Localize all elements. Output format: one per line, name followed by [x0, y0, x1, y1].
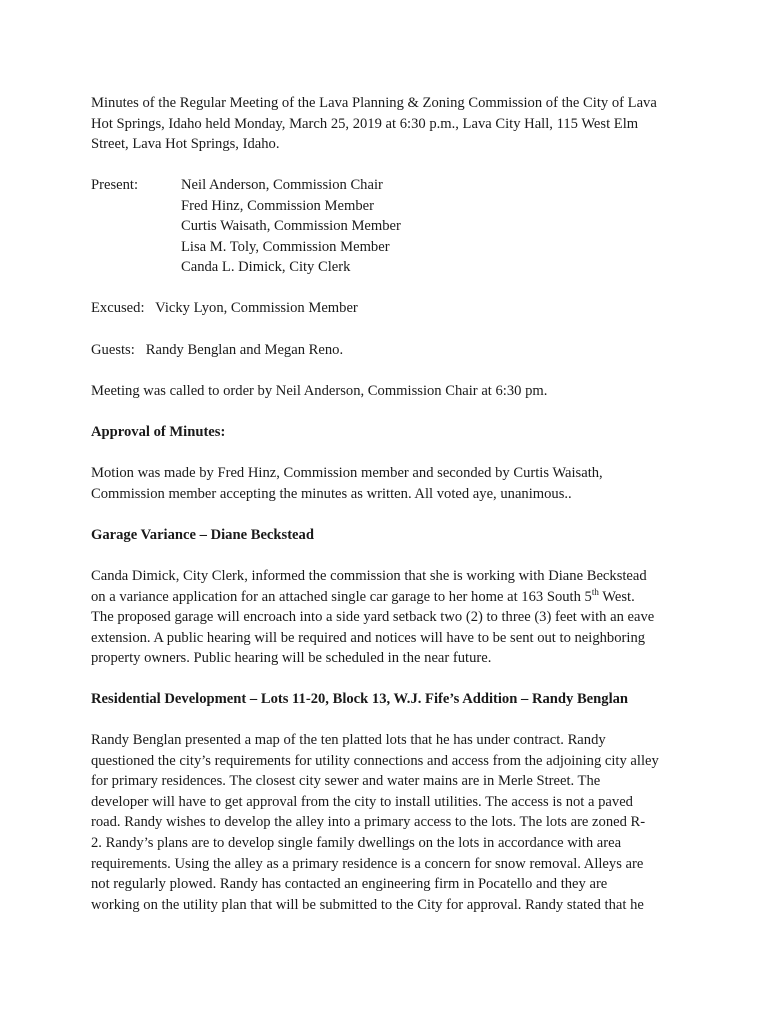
intro-paragraph [91, 93, 691, 155]
residential-heading: Residential Development – Lots 11-20, Block 13, W.J. Fife’s Addition – Randy Benglan [91, 691, 629, 707]
residential-line: questioned the city’s requirements for utility connections and access from the adjoining city alley [91, 752, 659, 769]
guests-line: Guests: Randy Benglan and Megan Reno. [91, 342, 344, 358]
residential-line: developer will have to get approval from the city to install utilities. The access is not a paved [91, 793, 633, 810]
excused-line: Excused: Vicky Lyon, Commission Member [91, 300, 358, 316]
ordinal-suffix: th [591, 586, 599, 597]
garage-line: extension. A public hearing will be required and notices will have to be sent out to neighboring [91, 629, 646, 646]
call-to-order-line: Meeting was called to order by Neil Anderson, Commission Chair at 6:30 pm. [91, 383, 548, 399]
present-label: Present: [91, 177, 139, 193]
garage-line: on a variance application for an attached single car garage to her home at 163 South 5 [91, 588, 592, 605]
garage-heading: Garage Variance – Diane Beckstead [91, 527, 314, 543]
present-member: Lisa M. Toly, Commission Member [181, 238, 390, 255]
intro-line: Street, Lava Hot Springs, Idaho. [91, 136, 280, 153]
approval-paragraph [91, 463, 691, 504]
present-member: Fred Hinz, Commission Member [181, 197, 374, 214]
intro-line: Minutes of the Regular Meeting of the Lava Planning & Zoning Commission of the City of Lava [91, 95, 657, 111]
intro-line: Hot Springs, Idaho held Monday, March 25, 2019 at 6:30 p.m., Lava City Hall, 115 West Elm [91, 115, 639, 132]
residential-line: for primary residences. The closest city sewer and water mains are in Merle Street. The [91, 773, 601, 790]
approval-line: Motion was made by Fred Hinz, Commission member and seconded by Curtis Waisath, [91, 465, 603, 481]
garage-paragraph [91, 566, 691, 669]
garage-line: The proposed garage will encroach into a side yard setback two (2) to three (3) feet with an eave [91, 609, 655, 626]
approval-line: Commission member accepting the minutes as written. All voted aye, unanimous.. [91, 485, 572, 502]
garage-line: property owners. Public hearing will be scheduled in the near future. [91, 650, 492, 667]
residential-line: not regularly plowed. Randy has contacted an engineering firm in Pocatello and they are [91, 876, 608, 893]
garage-line-end: West. [598, 588, 635, 605]
residential-line: working on the utility plan that will be submitted to the City for approval. Randy stated that he [91, 896, 644, 913]
present-list [181, 175, 401, 278]
residential-line: 2. Randy’s plans are to develop single family dwellings on the lots in accordance with area [91, 834, 622, 851]
present-member: Curtis Waisath, Commission Member [181, 218, 401, 235]
present-member: Neil Anderson, Commission Chair [181, 177, 383, 193]
residential-line: Randy Benglan presented a map of the ten platted lots that he has under contract. Randy [91, 732, 606, 748]
approval-heading: Approval of Minutes: [91, 424, 226, 440]
residential-line: road. Randy wishes to develop the alley into a primary access to the lots. The lots are zoned R- [91, 814, 646, 831]
present-member: Canda L. Dimick, City Clerk [181, 259, 351, 276]
residential-paragraph [91, 730, 691, 915]
residential-line: requirements. Using the alley as a primary residence is a concern for snow removal. Alleys are [91, 855, 644, 872]
garage-line: Canda Dimick, City Clerk, informed the commission that she is working with Diane Beckstead [91, 568, 647, 584]
